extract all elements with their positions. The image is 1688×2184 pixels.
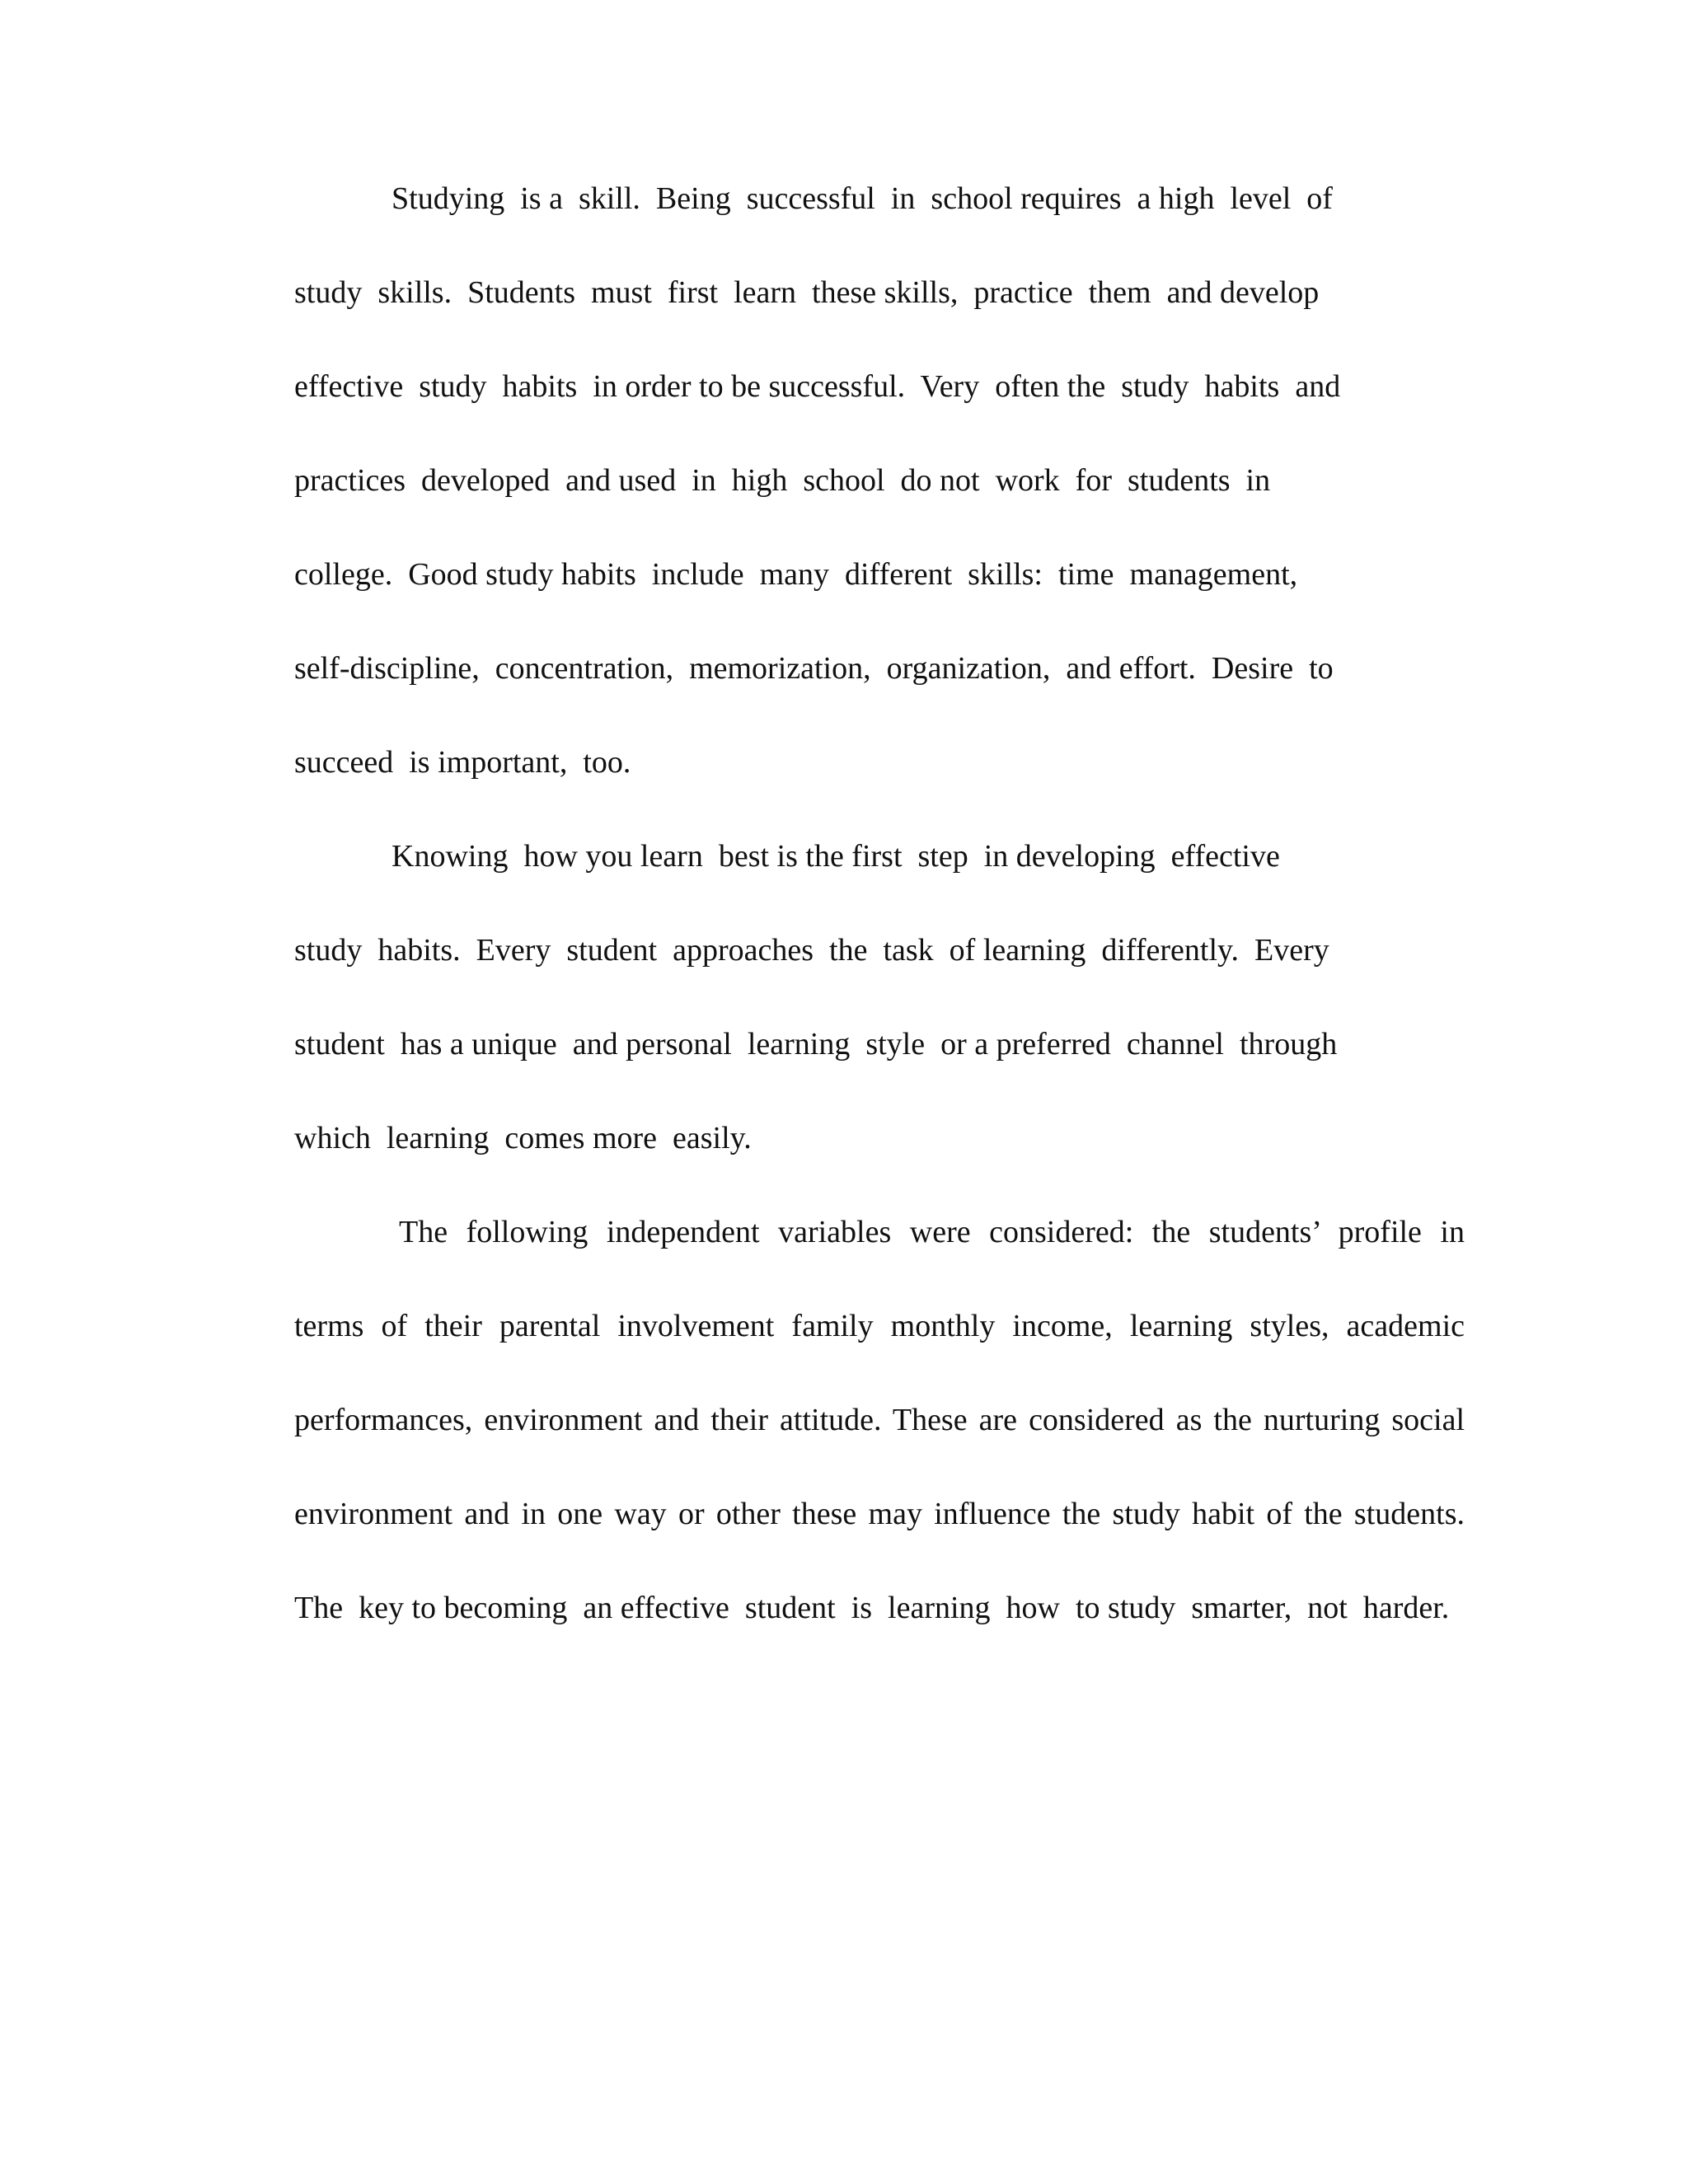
- paragraph-2-line-4: which learning comes more easily.: [294, 1121, 752, 1155]
- paragraph-3-line-1: The following independent variables were considered: the students’ profile in: [399, 1215, 1465, 1249]
- paragraph-2-line-3: student has a unique and personal learning style or a preferred channel through: [294, 1027, 1338, 1062]
- paragraph-1-line-1: Studying is a skill. Being successful in school requires a high level of: [392, 181, 1333, 216]
- paragraph-3-line-4: environment and in one way or other these may influence the study habit of the students.: [294, 1497, 1465, 1531]
- paragraph-1-line-4: practices developed and used in high school do not work for students in: [294, 463, 1271, 498]
- paragraph-1-line-7: succeed is important, too.: [294, 745, 631, 780]
- paragraph-1-line-6: self-discipline, concentration, memorization, organization, and effort. Desire to: [294, 651, 1334, 686]
- paragraph-1-line-2: study skills. Students must first learn these skills, practice them and develop: [294, 275, 1320, 310]
- paragraph-2-line-1: Knowing how you learn best is the first step in developing effective: [392, 839, 1280, 874]
- paragraph-3-line-2: terms of their parental involvement family monthly income, learning styles, academic: [294, 1309, 1465, 1343]
- paragraph-3-line-3: performances, environment and their attitude. These are considered as the nurturing social: [294, 1403, 1465, 1437]
- paragraph-3-line-5: The key to becoming an effective student is learning how to study smarter, not harder.: [294, 1591, 1450, 1625]
- paragraph-1-line-5: college. Good study habits include many different skills: time management,: [294, 557, 1298, 592]
- paragraph-2-line-2: study habits. Every student approaches the task of learning differently. Every: [294, 933, 1329, 968]
- paragraph-1-line-3: effective study habits in order to be successful. Very often the study habits and: [294, 369, 1341, 404]
